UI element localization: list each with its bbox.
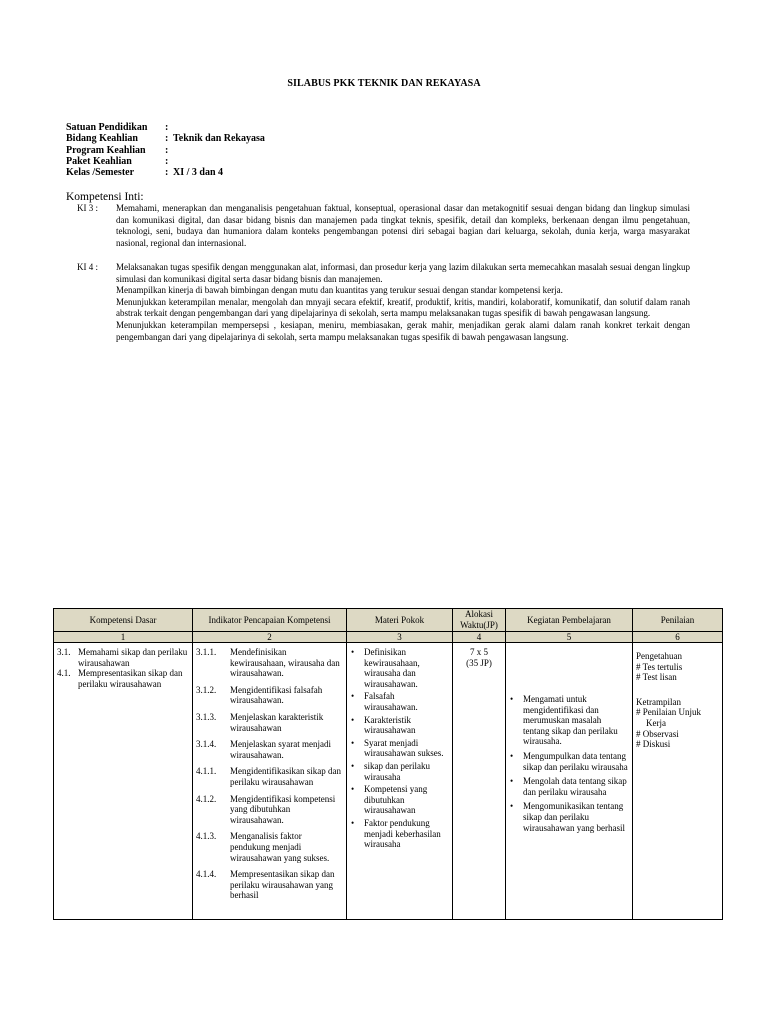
ki4-label: KI 4 : — [77, 262, 98, 272]
identity-block — [66, 122, 265, 178]
meta-row-program — [66, 145, 265, 156]
list-item: • Karakteristik wirausahawan — [364, 715, 449, 736]
ki3-label: KI 3 : — [77, 203, 98, 213]
cell-alokasi-waktu — [453, 643, 506, 920]
penilaian-item: # Penilaian Unjuk — [636, 707, 701, 718]
list-item: • Falsafah wirausahawan. — [364, 691, 449, 712]
list-item: • Kompetensi yang dibutuhkan wirausahawan — [364, 784, 449, 816]
indikator-text: Menjelaskan syarat menjadi wirausahawan. — [230, 739, 331, 760]
indikator-text: Menganalisis faktor pendukung menjadi wirausahawan yang sukses. — [230, 831, 330, 863]
penilaian-item: # Tes tertulis — [636, 661, 683, 672]
header-kompetensi-dasar: Kompetensi Dasar — [54, 609, 193, 632]
list-item: • Mengolah data tentang sikap dan perilaku wirausaha — [523, 776, 629, 797]
alokasi-total: (35 JP) — [466, 657, 492, 668]
cell-materi-pokok — [347, 643, 453, 920]
indikator-number: 3.1.1. — [196, 647, 217, 657]
cell-penilaian — [633, 643, 723, 920]
ki4-text — [116, 262, 690, 343]
kd-text: Mempresentasikan sikap dan perilaku wirausahawan — [78, 668, 183, 689]
header-penilaian: Penilaian — [633, 609, 723, 632]
kd-item — [57, 647, 189, 668]
penilaian-item: # Test lisan — [636, 672, 677, 683]
column-number: 2 — [193, 632, 347, 643]
indikator-number: 4.1.2. — [196, 793, 217, 804]
kd-number: 4.1. — [57, 668, 71, 679]
indikator-text: Mengidentifikasikan sikap dan perilaku wirausahawan — [230, 766, 341, 787]
kd-item — [57, 668, 189, 689]
penilaian-item: # Observasi — [636, 728, 679, 739]
indikator-item — [196, 831, 343, 863]
table-header-row — [54, 609, 723, 632]
kd-number: 3.1. — [57, 647, 71, 657]
penilaian-item: # Diskusi — [636, 739, 671, 750]
list-item: • Mengomunikasikan tentang sikap dan perilaku wirausahawan yang berhasil — [523, 801, 629, 833]
ki4-paragraph: Menunjukkan keterampilan menalar, mengolah dan mnyaji secara efektif, kreatif, produktif, kritis, mandiri, kolaboratif, komunikatif, dan solutif dalam ranah abstrak terkait dengan pengembangan dari yang dipelajarinya di sekolah, serta mampu melaksanakan tugas spesifik di bawah pengawasan langsung. — [116, 296, 690, 319]
column-number: 5 — [506, 632, 633, 643]
list-item: • sikap dan perilaku wirausaha — [364, 761, 449, 782]
column-number: 6 — [633, 632, 723, 643]
meta-colon: : — [165, 122, 169, 133]
meta-row-satuan — [66, 122, 265, 133]
list-item: • Mengamati untuk mengidentifikasi dan merumuskan masalah tentang sikap dan perilaku wirausaha. — [523, 694, 629, 747]
indikator-text: Mengidentifikasi falsafah wirausahawan. — [230, 684, 323, 706]
column-number: 3 — [347, 632, 453, 643]
list-item: • Syarat menjadi wirausahawan sukses. — [364, 738, 449, 759]
meta-colon: : — [165, 144, 169, 156]
indikator-number: 4.1.4. — [196, 869, 217, 880]
indikator-number: 4.1.1. — [196, 766, 217, 777]
meta-row-bidang — [66, 133, 265, 144]
silabus-table — [53, 608, 723, 920]
cell-indikator — [193, 643, 347, 920]
indikator-number: 3.1.3. — [196, 711, 217, 722]
indikator-item — [196, 766, 343, 787]
indikator-number: 3.1.2. — [196, 684, 217, 695]
meta-colon: : — [165, 167, 169, 179]
indikator-text: Mendefinisikan kewirausahaan, wirausaha dan wirausahawan. — [230, 647, 340, 679]
table-row — [54, 643, 723, 920]
meta-label: Bidang Keahlian — [66, 133, 138, 145]
indikator-number: 3.1.4. — [196, 739, 217, 750]
penilaian-keterampilan-heading: Ketrampilan — [636, 696, 681, 707]
kd-text: Memahami sikap dan perilaku wirausahawan — [78, 647, 188, 668]
indikator-item — [196, 685, 343, 706]
meta-row-kelas — [66, 167, 265, 178]
cell-kompetensi-dasar — [54, 643, 193, 920]
indikator-number: 4.1.3. — [196, 831, 217, 842]
header-kegiatan: Kegiatan Pembelajaran — [506, 609, 633, 632]
indikator-item — [196, 647, 343, 679]
cell-kegiatan — [506, 643, 633, 920]
meta-value: Teknik dan Rekayasa — [173, 133, 265, 145]
kompetensi-inti-heading: Kompetensi Inti: — [66, 191, 144, 203]
alokasi-value: 7 x 5 — [470, 647, 488, 657]
penilaian-item: Kerja — [646, 717, 666, 728]
indikator-item — [196, 794, 343, 826]
header-alokasi-waktu: Alokasi Waktu(JP) — [453, 609, 506, 632]
materi-list — [350, 647, 449, 850]
ki4-paragraph: Menunjukkan keterampilan mempersepsi , kesiapan, meniru, membiasakan, gerak mahir, menjadikan gerak alami dalam ranah konkret terkait dengan pengembangan dari yang dipelajarinya di sekolah, serta mampu melaksanakan tugas spesifik di bawah pengawasan langsung. — [116, 319, 690, 342]
meta-label: Program Keahlian — [66, 144, 146, 156]
meta-label: Paket Keahlian — [66, 155, 132, 167]
ki3-text — [116, 203, 690, 249]
penilaian-pengetahuan-heading: Pengetahuan — [636, 651, 682, 661]
ki3-paragraph: Memahami, menerapkan dan menganalisis pengetahuan faktual, konseptual, operasional dasar dan metakognitif sesuai dengan bidang dan lingkup simulasi dan komunikasi digital, dan dasar bidang bisnis dan manajemen pada tingkat teknis, spesifik, detail dan kompleks, berkenaan dengan ilmu pengetahuan, teknologi, seni, budaya dan humaniora dalam konteks pengembangan potensi diri sebagai bagian dari keluarga, sekolah, dunia kerja, warga masyarakat nasional, regional dan internasional. — [116, 203, 690, 248]
table-number-row — [54, 632, 723, 643]
indikator-text: Mempresentasikan sikap dan perilaku wirausahawan yang berhasil — [230, 869, 335, 901]
meta-label: Kelas /Semester — [66, 167, 135, 179]
indikator-item — [196, 739, 343, 760]
document-title: SILABUS PKK TEKNIK DAN REKAYASA — [287, 78, 481, 89]
column-number: 1 — [54, 632, 193, 643]
meta-row-paket — [66, 156, 265, 167]
kegiatan-list — [509, 694, 629, 833]
indikator-item — [196, 712, 343, 733]
meta-value: XI / 3 dan 4 — [173, 167, 224, 179]
meta-label: Satuan Pendidikan — [66, 122, 148, 133]
column-number: 4 — [453, 632, 506, 643]
list-item: • Definisikan kewirausahaan, wirausaha dan wirausahawan. — [364, 647, 449, 689]
ki4-paragraph: Melaksanakan tugas spesifik dengan menggunakan alat, informasi, dan prosedur kerja yang lazim dilakukan serta memecahkan masalah sesuai dengan lingkup simulasi dan komunikasi digital serta dasar bidang bisnis dan manajemen. — [116, 262, 690, 284]
list-item: • Mengumpulkan data tentang sikap dan perilaku wirausaha — [523, 751, 629, 772]
meta-colon: : — [165, 133, 169, 145]
meta-colon: : — [165, 155, 169, 167]
header-materi-pokok: Materi Pokok — [347, 609, 453, 632]
list-item: • Faktor pendukung menjadi keberhasilan wirausaha — [364, 818, 449, 850]
ki4-paragraph: Menampilkan kinerja di bawah bimbingan dengan mutu dan kuantitas yang terukur sesuai dengan standar kompetensi kerja. — [116, 285, 563, 296]
header-indikator: Indikator Pencapaian Kompetensi — [193, 609, 347, 632]
indikator-text: Menjelaskan karakteristik wirausahawan — [230, 711, 324, 733]
indikator-text: Mengidentifikasi kompetensi yang dibutuhkan wirausahawan. — [230, 793, 336, 825]
indikator-item — [196, 869, 343, 901]
